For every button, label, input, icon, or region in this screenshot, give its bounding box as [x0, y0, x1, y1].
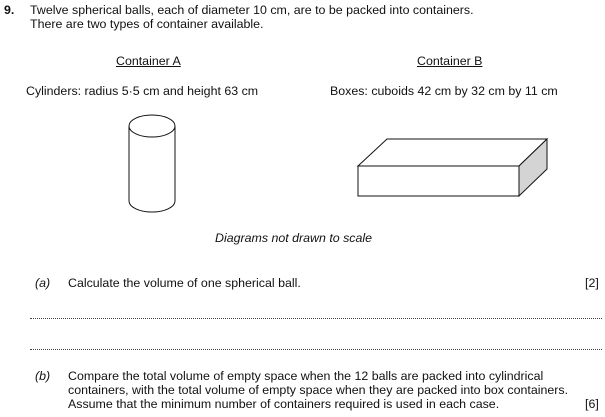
diagram-note: Diagrams not drawn to scale	[215, 231, 373, 245]
cylinder-bottom-arc	[129, 201, 175, 212]
part-a-label: (a)	[35, 276, 51, 290]
container-a-title: Container A	[116, 54, 181, 68]
cuboid-top-face	[358, 139, 547, 166]
question-number: 9.	[4, 3, 15, 17]
cuboid-front-face	[358, 166, 519, 196]
cuboid-side-face	[519, 139, 547, 196]
container-b-title: Container B	[417, 54, 483, 68]
cuboid-diagram	[358, 139, 547, 196]
part-b-text-line2: containers, with the total volume of empty space when they are packed into box containers.	[68, 383, 569, 397]
part-a-text: Calculate the volume of one spherical ball.	[68, 276, 301, 290]
cylinder-top-ellipse	[129, 115, 175, 137]
part-a-marks: [2]	[585, 276, 599, 290]
answer-line[interactable]	[30, 318, 602, 319]
part-b-label: (b)	[35, 369, 51, 383]
question-intro-line2: There are two types of container available.	[30, 17, 264, 31]
cylinder-diagram	[129, 115, 175, 212]
container-b-description: Boxes: cuboids 42 cm by 32 cm by 11 cm	[330, 84, 558, 98]
part-b-text-line3: Assume that the minimum number of containers required is used in each case.	[68, 397, 500, 411]
part-b-text-line1: Compare the total volume of empty space when the 12 balls are packed into cylindrical	[68, 369, 544, 383]
answer-line[interactable]	[30, 349, 602, 350]
container-a-description: Cylinders: radius 5·5 cm and height 63 cm	[26, 84, 259, 98]
part-b-marks: [6]	[585, 397, 599, 411]
question-intro-line1: Twelve spherical balls, each of diameter 10 cm, are to be packed into containers.	[30, 3, 474, 17]
